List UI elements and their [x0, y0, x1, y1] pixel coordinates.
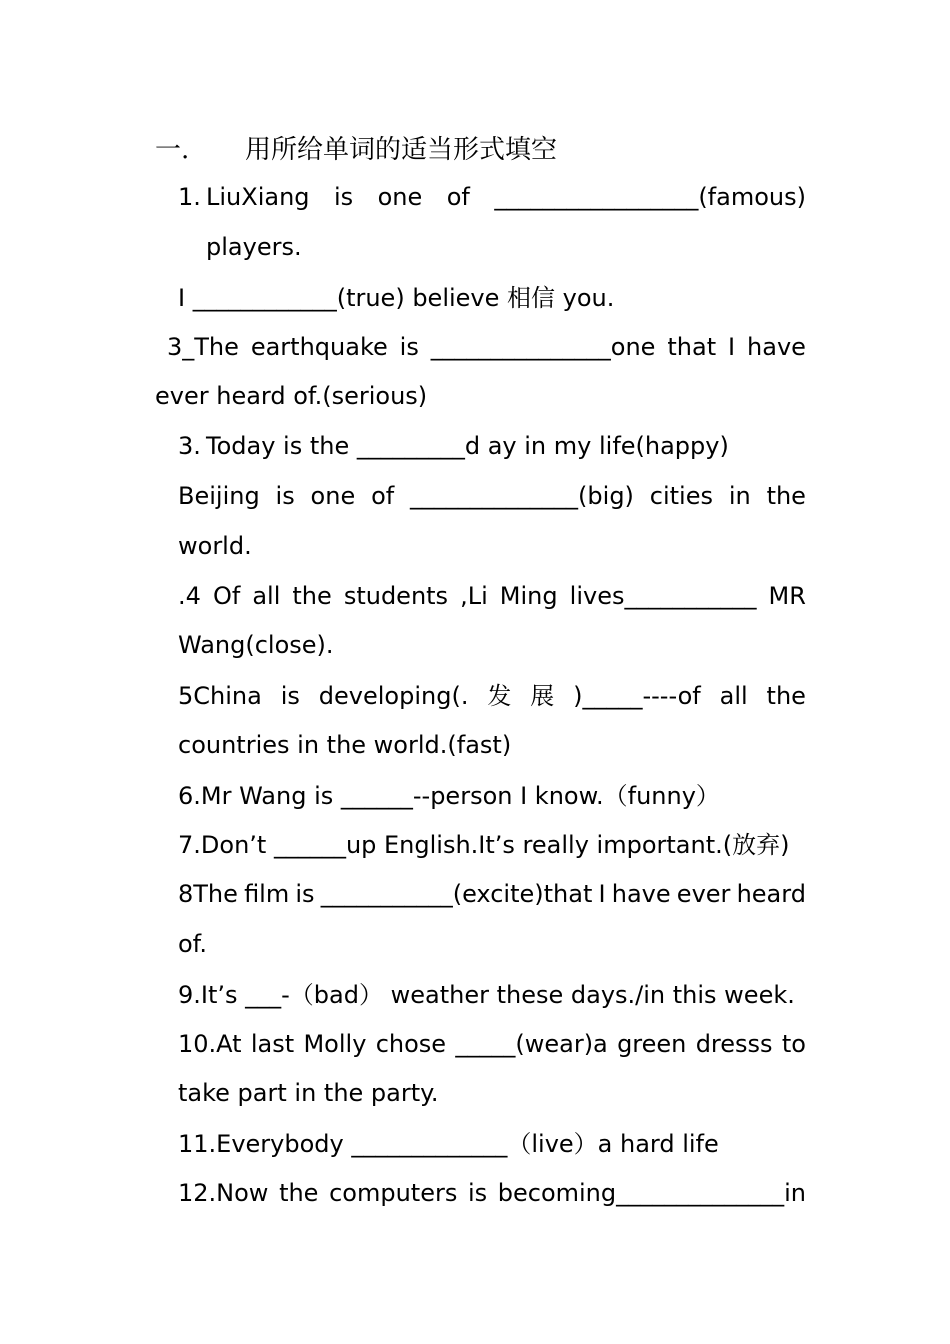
q4-line1 — [178, 581, 806, 611]
q8-word: film — [244, 880, 290, 908]
q1-word: LiuXiang — [206, 183, 310, 211]
q1-word: _________________(famous) — [494, 183, 806, 211]
q1-word: is — [333, 183, 354, 211]
q1-word: of — [446, 183, 470, 211]
q4-word: the — [292, 582, 332, 610]
q3a-word: that — [667, 333, 717, 361]
q9-text: 9.It’s ___-（bad） weather these days./in this week. — [178, 981, 795, 1009]
q-beijing-word: of — [371, 482, 395, 510]
q5-word: the — [766, 682, 806, 710]
q3a-word: is — [399, 333, 419, 361]
q5-word: developing(. — [318, 682, 469, 710]
q11-text: 11.Everybody _____________（live）a hard life — [178, 1130, 719, 1158]
q-beijing-word: the — [766, 482, 806, 510]
q4-word: all — [252, 582, 281, 610]
q4-word: Ming — [499, 582, 558, 610]
q-beijing-line1 — [178, 481, 806, 511]
q-beijing-word: Beijing — [178, 482, 260, 510]
q-beijing-word: cities — [649, 482, 713, 510]
q7-text: 7.Don’t ______up English.It’s really important.(放弃) — [178, 831, 790, 859]
q-beijing-word: one — [310, 482, 356, 510]
q12-word: becoming______________in — [497, 1179, 806, 1207]
q3a-word: 3_The — [167, 333, 239, 361]
q8-word: is — [295, 880, 315, 908]
q10-word: Molly — [303, 1030, 367, 1058]
q8-word: heard — [736, 880, 806, 908]
q8-word: I — [598, 880, 606, 908]
q8-line1 — [178, 879, 806, 909]
q5-word: 展 — [530, 682, 555, 710]
q5-word: 发 — [487, 682, 512, 710]
q5-word: 5China — [178, 682, 262, 710]
q8-line2: of. — [178, 930, 208, 958]
q3a-word: I — [728, 333, 736, 361]
q8-word: ever — [676, 880, 731, 908]
q12-line1 — [178, 1178, 806, 1208]
q-beijing-word: ______________(big) — [410, 482, 634, 510]
q3b-text: Today is the _________d ay in my life(happy) — [206, 432, 729, 460]
q3b-number: 3. — [178, 432, 201, 460]
q4-line2: Wang(close). — [178, 631, 334, 659]
q8-word: 8The — [178, 880, 238, 908]
q5-line2: countries in the world.(fast) — [178, 731, 512, 759]
q10-word: chose — [375, 1030, 447, 1058]
section-number: 一. — [155, 135, 190, 165]
q10-word: last — [250, 1030, 295, 1058]
q2-text: I ____________(true) believe 相信 you. — [178, 284, 615, 312]
q4-word: .4 — [178, 582, 201, 610]
q10-word: dresss — [695, 1030, 773, 1058]
q10-word: green — [617, 1030, 687, 1058]
q1-line2: players. — [206, 233, 302, 261]
q-beijing-line2: world. — [178, 532, 252, 560]
q4-word: Of — [212, 582, 241, 610]
q5-line1 — [178, 681, 806, 711]
q5-word: )_____----of — [573, 682, 701, 710]
q8-word: have — [611, 880, 671, 908]
q-beijing-word: in — [728, 482, 751, 510]
q-beijing-word: is — [275, 482, 295, 510]
q3a-line1 — [167, 332, 806, 362]
q10-line2: take part in the party. — [178, 1079, 439, 1107]
q3a-word: have — [747, 333, 806, 361]
q6-text: 6.Mr Wang is ______--person I know.（funny） — [178, 782, 720, 810]
q5-word: is — [280, 682, 300, 710]
q10-word: to — [781, 1030, 806, 1058]
q1-line1 — [206, 182, 806, 212]
q5-word: all — [719, 682, 748, 710]
q4-word: MR — [768, 582, 806, 610]
q3a-line2: ever heard of.(serious) — [155, 382, 428, 410]
section-heading — [155, 135, 557, 165]
section-title: 用所给单词的适当形式填空 — [245, 135, 558, 165]
q12-word: the — [279, 1179, 319, 1207]
q8-word: ___________(excite)that — [320, 880, 593, 908]
q3a-word: earthquake — [250, 333, 388, 361]
q4-word: lives___________ — [569, 582, 757, 610]
q12-word: 12.Now — [178, 1179, 269, 1207]
q10-line1 — [178, 1029, 806, 1059]
q3a-word: _______________one — [430, 333, 656, 361]
q12-word: computers — [329, 1179, 458, 1207]
q12-word: is — [467, 1179, 488, 1207]
q4-word: students — [343, 582, 449, 610]
q10-word: _____(wear)a — [455, 1030, 608, 1058]
q1-word: one — [377, 183, 423, 211]
q10-word: 10.At — [178, 1030, 242, 1058]
q4-word: ,Li — [460, 582, 488, 610]
q1-number: 1. — [178, 183, 201, 211]
